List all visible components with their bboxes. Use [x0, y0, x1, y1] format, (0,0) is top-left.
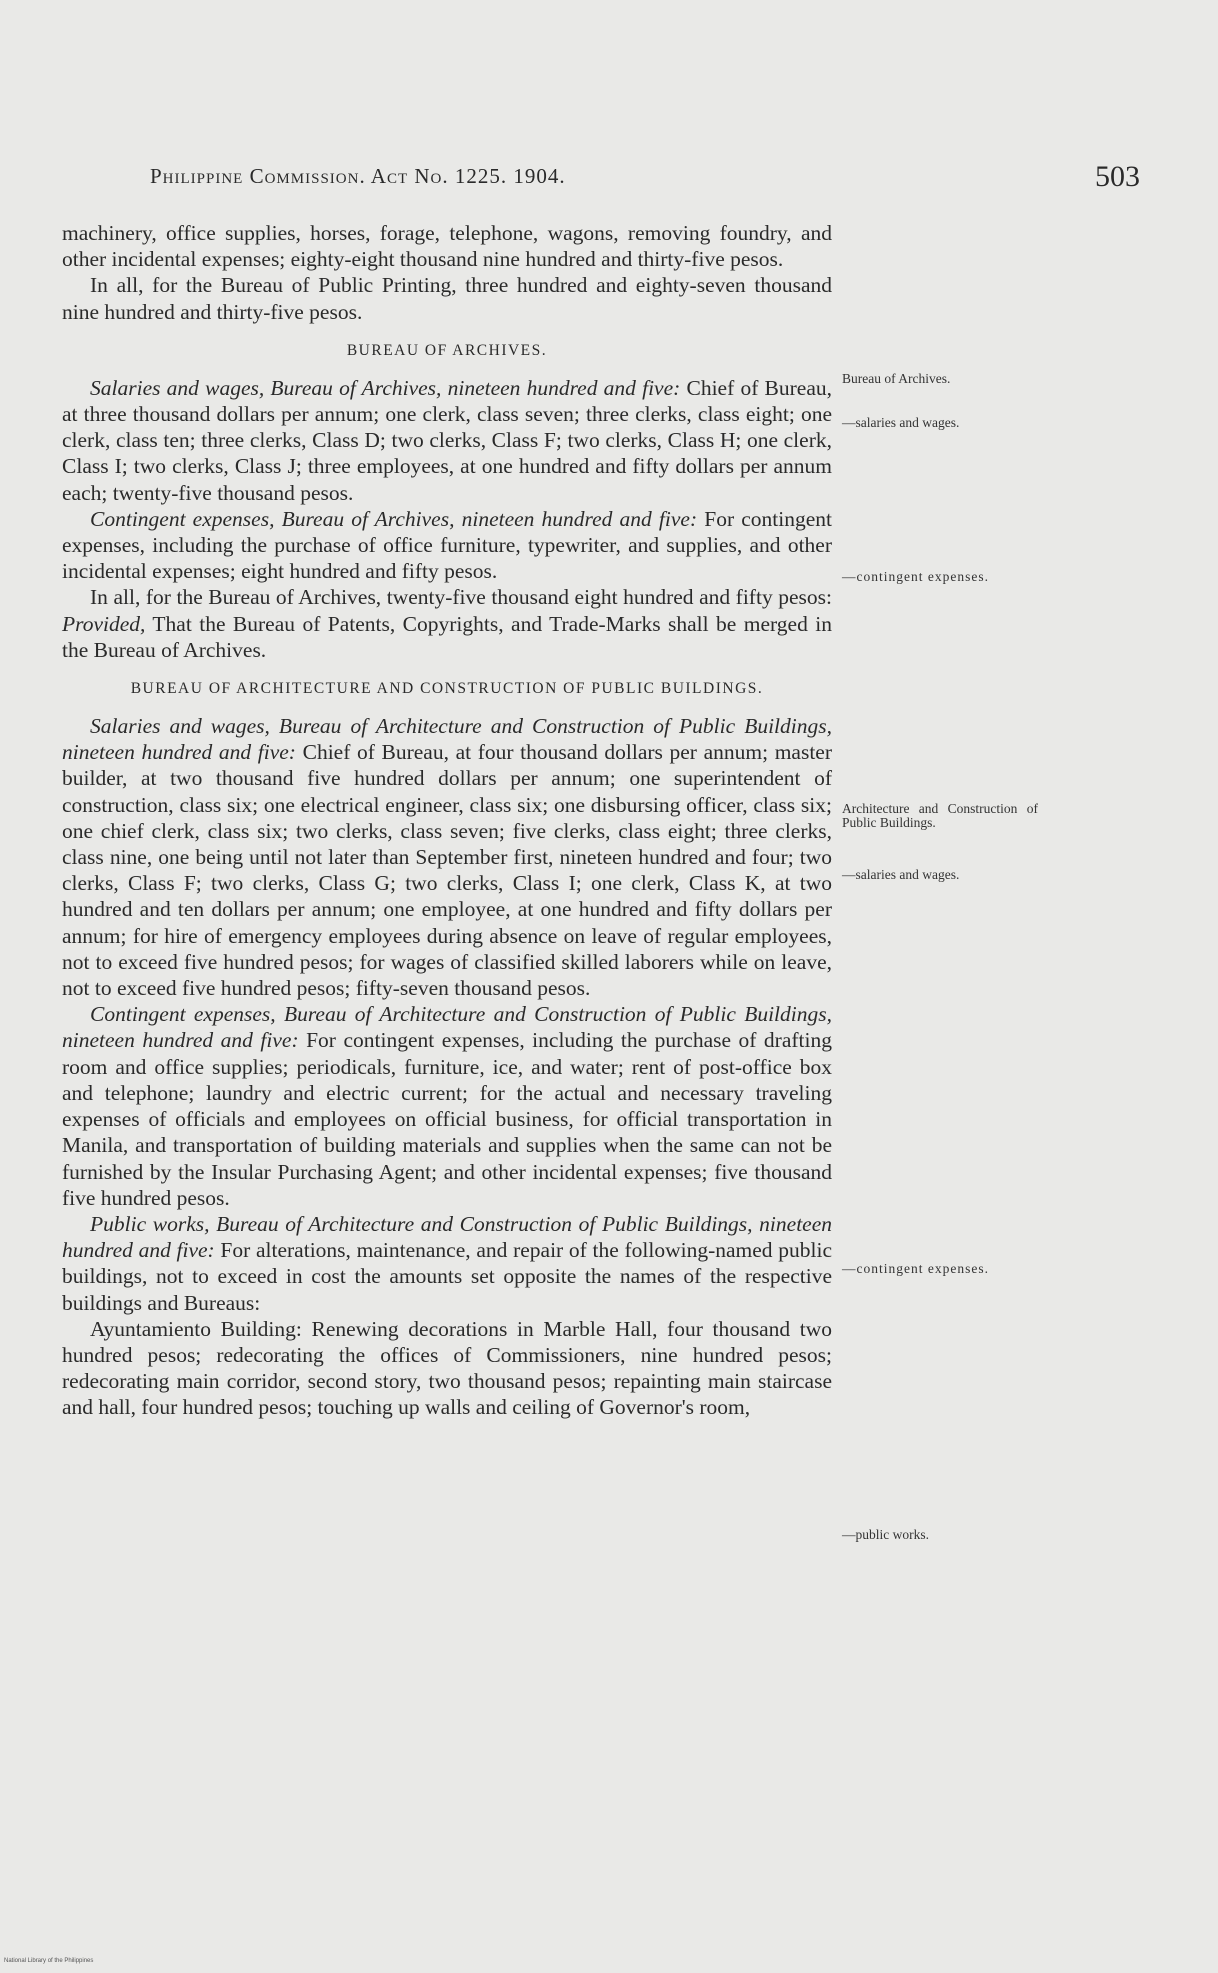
paragraph-lead: Contingent expenses, Bureau of Architecture and Construction of Public Buildings, nineteen hundred and five: [62, 1002, 832, 1053]
margin-note: —contingent expenses. [842, 569, 989, 584]
paragraph [62, 1211, 832, 1316]
paragraph: machinery, office supplies, horses, forage, telephone, wagons, removing foundry, and other incidental expenses; eighty-eight thousand nine hundred and thirty-five pesos. [62, 221, 832, 272]
paragraph-text: For contingent expenses, including the purchase of office furniture, typewriter, and supplies, and other incidental expenses; eight hundred and fifty pesos. [62, 506, 833, 584]
paragraph [62, 713, 832, 1001]
section-heading-architecture: BUREAU OF ARCHITECTURE AND CONSTRUCTION OF PUBLIC BUILDINGS. [130, 680, 764, 698]
paragraph-text: Chief of Bureau, at four thousand dollars per annum; master builder, at two thousand five hundred dollars per annum; one superintendent of construction, class six; one electrical engineer, class six; one disbursing officer, class six; one chief clerk, class six; two clerks, class seven; five clerks, class eight; three clerks, class nine, one being until not later than September first, nineteen hundred and four; two clerks, Class F; two clerks, Class G; two clerks, Class I; one clerk, Class K, at two hundred and ten dollars per annum; one employee, at one hundred and fifty dollars per annum; for hire of emergency employees during absence on leave of regular employees, not to exceed five hundred pesos; for wages of classified skilled laborers while on leave, not to exceed five hundred pesos; fifty-seven thousand pesos. [62, 740, 832, 1001]
paragraph [62, 1001, 832, 1211]
paragraph-lead: Public works, Bureau of Architecture and Construction of Public Buildings, nineteen hundred and five: [62, 1211, 832, 1263]
scan-source-note: National Library of the Philippines [4, 1958, 94, 1964]
margin-note: Bureau of Archives. [842, 371, 951, 386]
margin-note: Architecture and Construction of Public Buildings. [842, 801, 1038, 830]
margin-note: —public works. [842, 1527, 929, 1542]
paragraph-text: Chief of Bureau, at three thousand dollars per annum; one clerk, class seven; three clerks, class eight; one clerk, class ten; three clerks, Class D; two clerks, Class F; two clerks, Class H; one clerk, Class I; two clerks, Class J; three employees, at one hundred and fifty dollars per annum each; twenty-five thousand pesos. [62, 375, 832, 505]
paragraph: In all, for the Bureau of Public Printing, three hundred and eighty-seven thousand nine hundred and thirty-five pesos. [62, 273, 832, 324]
provided-clause: Provided, [62, 611, 146, 636]
margin-note: —salaries and wages. [842, 415, 960, 430]
paragraph-text: That the Bureau of Patents, Copyrights, and Trade-Marks shall be merged in the Bureau of Archives. [62, 611, 832, 662]
paragraph-text: In all, for the Bureau of Archives, twenty-five thousand eight hundred and fifty pesos: [90, 585, 832, 610]
paragraph [62, 375, 832, 506]
paragraph [62, 506, 832, 585]
paragraph [62, 584, 832, 663]
margin-note: —salaries and wages. [842, 867, 960, 882]
page-number: 503 [1095, 160, 1140, 193]
header-title: Philippine Commission. Act No. 1225. 1904. [150, 164, 566, 188]
paragraph: Ayuntamiento Building: Renewing decorations in Marble Hall, four thousand two hundred pesos; redecorating the offices of Commissioners, nine hundred pesos; redecorating main corridor, second story, two thousand pesos; repainting main staircase and hall, four hundred pesos; touching up walls and ceiling of Governor's room, [62, 1316, 832, 1420]
running-header [150, 160, 1140, 196]
paragraph-lead: Salaries and wages, Bureau of Archives, nineteen hundred and five: [90, 375, 681, 400]
paragraph-lead: Salaries and wages, Bureau of Architecture and Construction of Public Buildings, nineteen hundred and five: [62, 714, 832, 765]
paragraph-text: For alterations, maintenance, and repair of the following-named public buildings, not to exceed in cost the amounts set opposite the names of the respective buildings and Bureaus: [62, 1238, 832, 1315]
paragraph-lead: Contingent expenses, Bureau of Archives, nineteen hundred and five: [90, 506, 698, 531]
paragraph-text: For contingent expenses, including the purchase of drafting room and office supplies; periodicals, furniture, ice, and water; rent of post-office box and telephone; laundry and electric current; for the actual and necessary traveling expenses of officials and employees on official business, for official transportation in Manila, and transportation of building materials and supplies when the same can not be furnished by the Insular Purchasing Agent; and other incidental expenses; five thousand five hundred pesos. [62, 1028, 832, 1210]
margin-note: —contingent expenses. [842, 1261, 989, 1276]
section-heading-archives: BUREAU OF ARCHIVES. [346, 341, 548, 359]
main-text [62, 220, 832, 1421]
